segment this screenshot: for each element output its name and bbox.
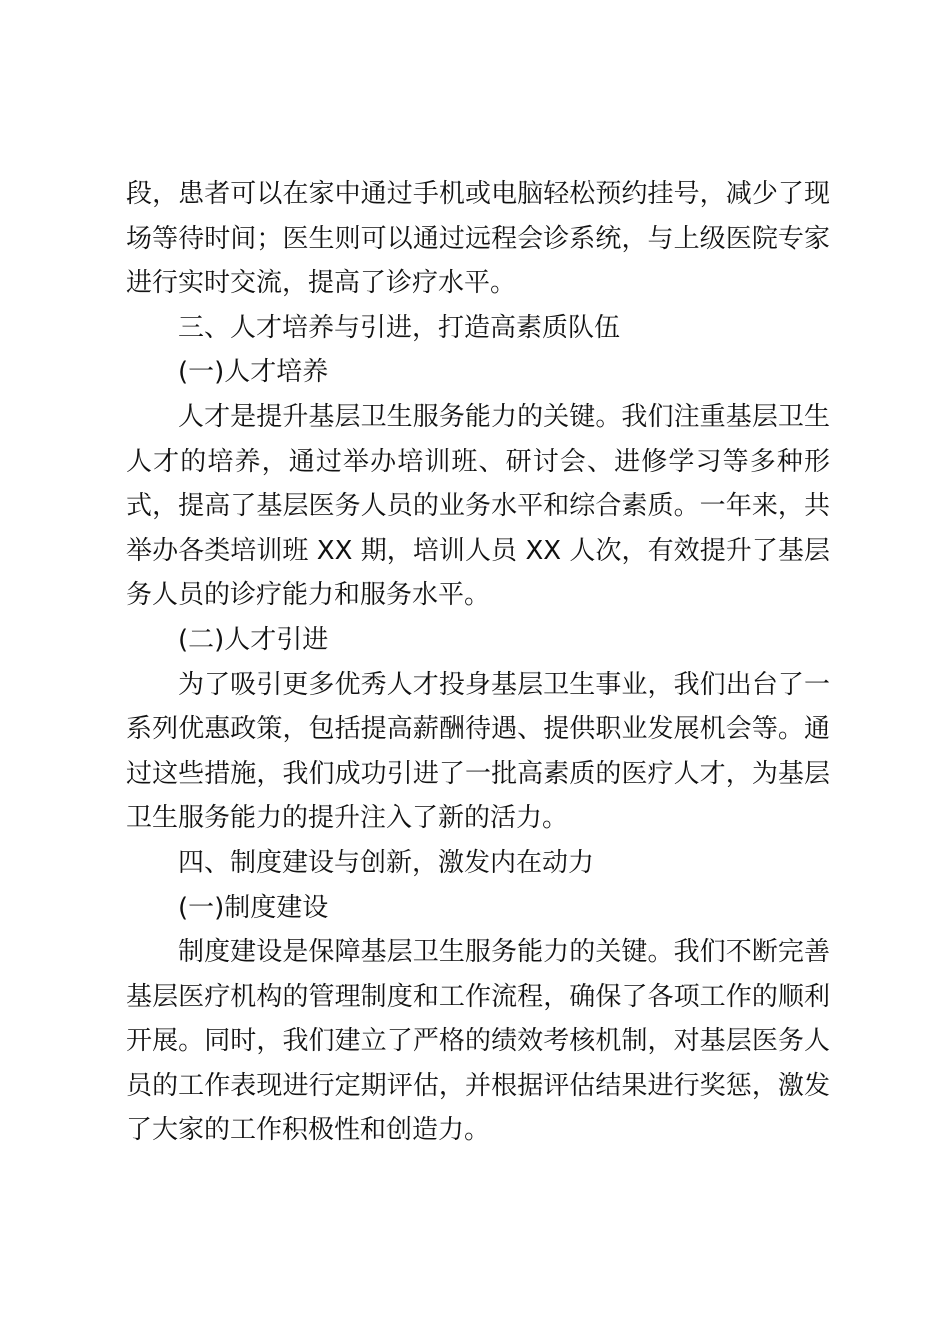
body-line: 举办各类培训班 XX 期，培训人员 XX 人次，有效提升了基层 bbox=[126, 535, 830, 566]
body-line: 人才是提升基层卫生服务能力的关键。我们注重基层卫生 bbox=[178, 401, 830, 432]
body-line: 了大家的工作积极性和创造力。 bbox=[126, 1115, 491, 1146]
body-line: 段，患者可以在家中通过手机或电脑轻松预约挂号，减少了现 bbox=[126, 179, 830, 209]
document-body bbox=[126, 172, 830, 1153]
body-line: 进行实时交流，提高了诊疗水平。 bbox=[126, 268, 517, 299]
body-line: 系列优惠政策，包括提高薪酬待遇、提供职业发展机会等。通 bbox=[126, 714, 830, 745]
section-heading: 四、制度建设与创新，激发内在动力 bbox=[178, 847, 595, 878]
body-line: 为了吸引更多优秀人才投身基层卫生事业，我们出台了一 bbox=[178, 669, 830, 700]
body-line: 场等待时间；医生则可以通过远程会诊系统，与上级医院专家 bbox=[126, 223, 830, 254]
body-line: 式，提高了基层医务人员的业务水平和综合素质。一年来，共 bbox=[126, 491, 830, 522]
subsection-heading: (二)人才引进 bbox=[178, 624, 329, 655]
section-heading: 三、人才培养与引进，打造高素质队伍 bbox=[178, 312, 621, 343]
body-line: 过这些措施，我们成功引进了一批高素质的医疗人才，为基层 bbox=[126, 758, 830, 789]
subsection-heading: (一)人才培养 bbox=[178, 357, 329, 388]
body-line: 制度建设是保障基层卫生服务能力的关键。我们不断完善 bbox=[178, 937, 830, 968]
body-line: 基层医疗机构的管理制度和工作流程，确保了各项工作的顺利 bbox=[126, 981, 830, 1012]
body-line: 员的工作表现进行定期评估，并根据评估结果进行奖惩，激发 bbox=[126, 1070, 830, 1101]
body-line: 开展。同时，我们建立了严格的绩效考核机制，对基层医务人 bbox=[126, 1026, 830, 1057]
body-line: 卫生服务能力的提升注入了新的活力。 bbox=[126, 803, 569, 834]
body-line: 人才的培养，通过举办培训班、研讨会、进修学习等多种形 bbox=[126, 446, 830, 477]
subsection-heading: (一)制度建设 bbox=[178, 892, 329, 923]
body-line: 务人员的诊疗能力和服务水平。 bbox=[126, 580, 491, 611]
